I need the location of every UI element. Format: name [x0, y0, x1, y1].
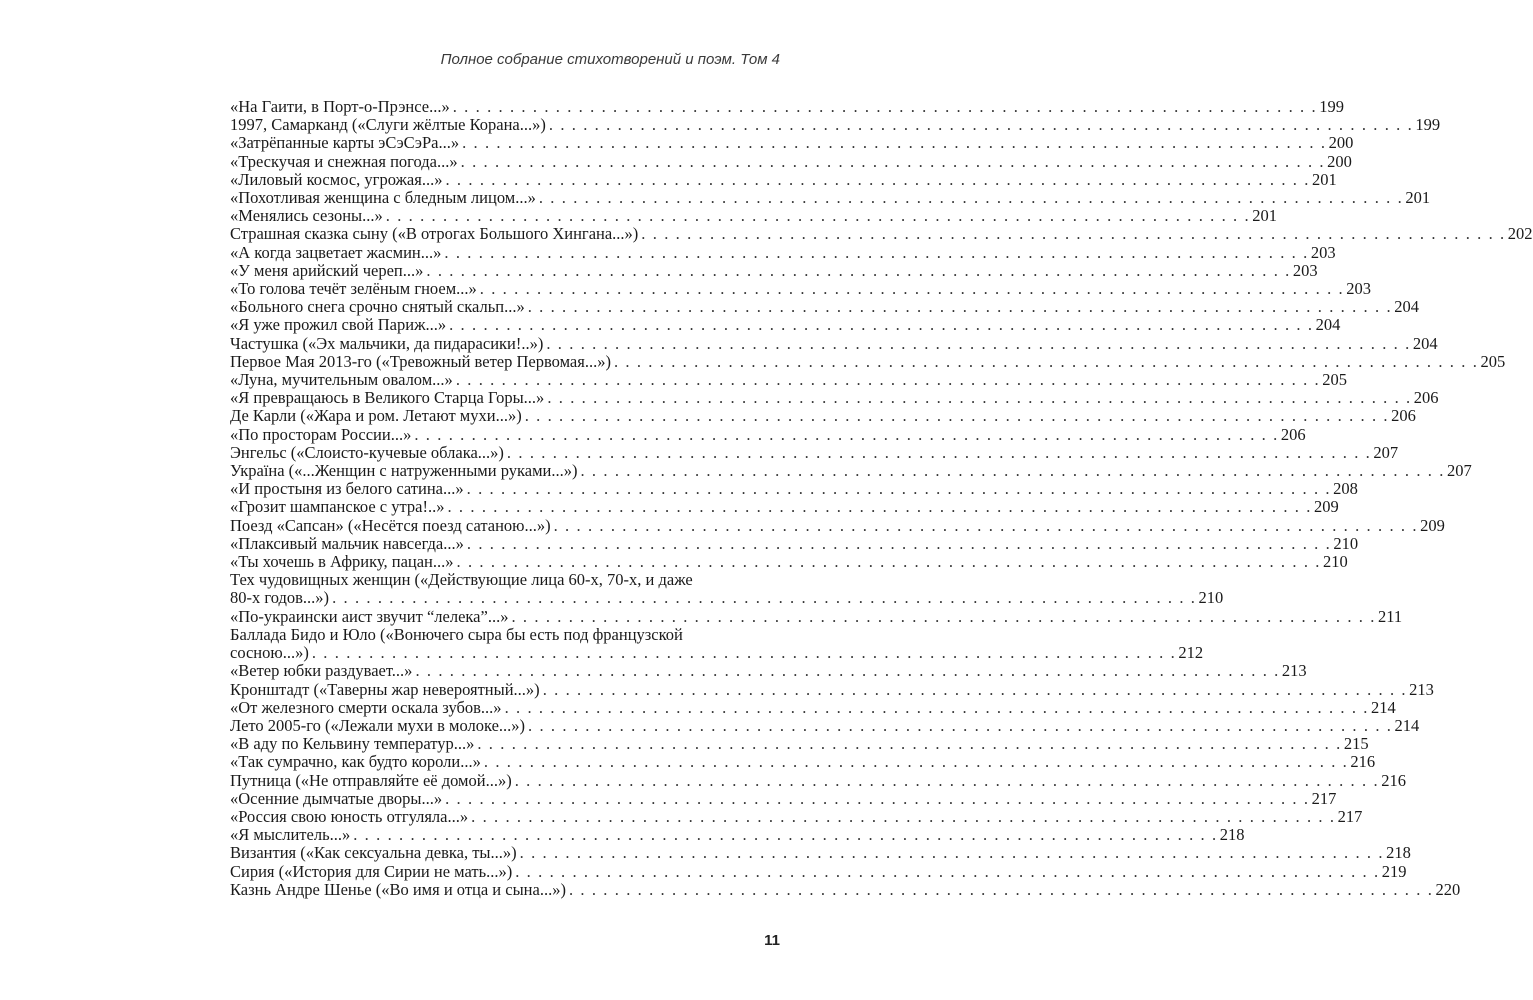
toc-entry-page: 214	[1394, 715, 1420, 735]
dot-leader: . . . . . . . . . . . . . . . . . . . . . . . . . . . . . . . . . . . . . . . . . . . . . . . . . . . . . . . . . . . . . . . . . . . . . . . . . . . .	[385, 206, 1251, 226]
toc-entry	[230, 461, 1472, 481]
toc-entry-page: 207	[1373, 442, 1399, 462]
toc-entry	[230, 770, 1406, 790]
toc-entry	[230, 115, 1441, 135]
toc-entry	[230, 734, 1369, 754]
toc-entry-title: Сирия («История для Сирии не мать...»)	[230, 861, 513, 881]
dot-leader: . . . . . . . . . . . . . . . . . . . . . . . . . . . . . . . . . . . . . . . . . . . . . . . . . . . . . . . . . . . . . . . . . . . . . . . . . . . .	[449, 315, 1314, 335]
dot-leader: . . . . . . . . . . . . . . . . . . . . . . . . . . . . . . . . . . . . . . . . . . . . . . . . . . . . . . . . . . . . . . . . . . . . . . . . . . . .	[542, 679, 1408, 699]
dot-leader: . . . . . . . . . . . . . . . . . . . . . . . . . . . . . . . . . . . . . . . . . . . . . . . . . . . . . . . . . . . . . . . . . . . . . . . . . . . .	[514, 770, 1380, 790]
toc-entry	[230, 715, 1420, 735]
toc-entry-page: 205	[1322, 370, 1348, 390]
dot-leader: . . . . . . . . . . . . . . . . . . . . . . . . . . . . . . . . . . . . . . . . . . . . . . . . . . . . . . . . . . . . . . . . . . . . . . . . . . . .	[445, 788, 1310, 808]
toc-entry-title: «Россия свою юность отгуляла...»	[230, 806, 469, 826]
toc-entry-page: 210	[1323, 552, 1348, 572]
dot-leader: . . . . . . . . . . . . . . . . . . . . . . . . . . . . . . . . . . . . . . . . . . . . . . . . . . . . . . . . . . . . . . . . . . . . . . . . . . . .	[452, 97, 1318, 116]
toc-entry	[230, 661, 1307, 681]
toc-entry-title: «От железного смерти оскала зубов...»	[230, 697, 502, 717]
dot-leader: . . . . . . . . . . . . . . . . . . . . . . . . . . . . . . . . . . . . . . . . . . . . . . . . . . . . . . . . . . . . . . . . . . . . . . . . . . . .	[519, 843, 1385, 863]
toc-entry-title: Казнь Андре Шенье («Во имя и отца и сына...»)	[230, 879, 566, 899]
toc-entry-page: 210	[1198, 588, 1224, 608]
toc-entry-page: 201	[1311, 169, 1337, 189]
toc-entry-page: 203	[1292, 260, 1318, 280]
toc-entry	[230, 333, 1438, 353]
dot-leader: . . . . . . . . . . . . . . . . . . . . . . . . . . . . . . . . . . . . . . . . . . . . . . . . . . . . . . . . . . . . . . . . . . . . . . . . . . . .	[426, 260, 1291, 280]
toc-entry-page: 206	[1391, 406, 1416, 426]
toc-entry	[230, 843, 1411, 863]
toc-entry-page: 203	[1310, 242, 1336, 262]
dot-leader: . . . . . . . . . . . . . . . . . . . . . . . . . . . . . . . . . . . . . . . . . . . . . . . . . . . . . . . . . . . . . . . . . . . . . . . . . . . .	[553, 515, 1419, 535]
toc-entry	[230, 825, 1245, 845]
toc-entry-title: «Менялись сезоны...»	[230, 206, 383, 226]
toc-entry-page: 206	[1280, 424, 1306, 444]
dot-leader: . . . . . . . . . . . . . . . . . . . . . . . . . . . . . . . . . . . . . . . . . . . . . . . . . . . . . . . . . . . . . . . . . . . . . . . . . . . .	[515, 861, 1380, 881]
toc-entry	[230, 133, 1354, 153]
dot-leader: . . . . . . . . . . . . . . . . . . . . . . . . . . . . . . . . . . . . . . . . . . . . . . . . . . . . . . . . . . . . . . . . . . . . . . . . . . . .	[462, 133, 1327, 153]
toc-entry-title: «А когда зацветает жасмин...»	[230, 242, 442, 262]
toc-entry-page: 201	[1405, 188, 1431, 208]
dot-leader: . . . . . . . . . . . . . . . . . . . . . . . . . . . . . . . . . . . . . . . . . . . . . . . . . . . . . . . . . . . . . . . . . . . . . . . . . . . .	[311, 643, 1177, 663]
toc-entry-page: 204	[1412, 333, 1438, 353]
dot-leader: . . . . . . . . . . . . . . . . . . . . . . . . . . . . . . . . . . . . . . . . . . . . . . . . . . . . . . . . . . . . . . . . . . . . . . . . . . . .	[466, 479, 1332, 499]
dot-leader: . . . . . . . . . . . . . . . . . . . . . . . . . . . . . . . . . . . . . . . . . . . . . . . . . . . . . . . . . . . . . . . . . . . . . . . . . . . .	[538, 188, 1404, 208]
toc-entry-title: «Больного снега срочно снятый скальп...»	[230, 297, 525, 317]
toc-entry	[230, 788, 1337, 808]
dot-leader: . . . . . . . . . . . . . . . . . . . . . . . . . . . . . . . . . . . . . . . . . . . . . . . . . . . . . . . . . . . . . . . . . . . . . . . . . . . .	[414, 424, 1279, 444]
toc-entry	[230, 806, 1363, 826]
dot-leader: . . . . . . . . . . . . . . . . . . . . . . . . . . . . . . . . . . . . . . . . . . . . . . . . . . . . . . . . . . . . . . . . . . . . . . . . . . . .	[466, 533, 1332, 553]
toc-entry-title: Страшная сказка сыну («В отрогах Большого Хингана...»)	[230, 224, 639, 244]
toc-entry-page: 216	[1381, 770, 1406, 790]
toc-entry-title: «То голова течёт зелёным гноем...»	[230, 279, 477, 299]
toc-entry-title: 80-х годов...»)	[230, 588, 330, 608]
toc-entry-title: «Ты хочешь в Африку, пацан...»	[230, 552, 454, 572]
toc-entry-page: 219	[1381, 861, 1407, 881]
toc-entry	[230, 533, 1359, 553]
toc-entry-page: 216	[1350, 752, 1376, 772]
toc-entry-title: «По просторам России...»	[230, 424, 412, 444]
toc-entry-page: 202	[1507, 224, 1533, 244]
toc-entry-page: 208	[1333, 479, 1358, 499]
toc-entry	[230, 242, 1336, 262]
toc-entry-title: «Я мыслитель...»	[230, 825, 351, 845]
toc-entry-title: Энгельс («Слоисто-кучевые облака...»)	[230, 442, 504, 462]
toc-entry	[230, 297, 1419, 317]
toc-entry	[230, 606, 1403, 626]
dot-leader: . . . . . . . . . . . . . . . . . . . . . . . . . . . . . . . . . . . . . . . . . . . . . . . . . . . . . . . . . . . . . . . . . . . . . . . . . . . .	[444, 242, 1309, 262]
dot-leader: . . . . . . . . . . . . . . . . . . . . . . . . . . . . . . . . . . . . . . . . . . . . . . . . . . . . . . . . . . . . . . . . . . . . . . . . . . . .	[504, 697, 1370, 717]
toc-entry-title: «Плаксивый мальчик навсегда...»	[230, 533, 464, 553]
toc-entry	[230, 169, 1337, 189]
toc-entry	[230, 424, 1306, 444]
toc-entry-title: «По-украински аист звучит “лелека”...»	[230, 606, 509, 626]
toc-entry-title: «Похотливая женщина с бледным лицом...»	[230, 188, 536, 208]
toc-entry-page: 206	[1413, 388, 1439, 408]
toc-entry-title: Лето 2005-го («Лежали мухи в молоке...»)	[230, 715, 526, 735]
toc-entry-title: Украïна («...Женщин с натруженными руками...»)	[230, 461, 578, 481]
dot-leader: . . . . . . . . . . . . . . . . . . . . . . . . . . . . . . . . . . . . . . . . . . . . . . . . . . . . . . . . . . . . . . . . . . . . . . . . . . . .	[568, 879, 1434, 899]
toc-entry-title: «На Гаити, в Порт-о-Прэнсе...»	[230, 97, 450, 116]
toc-entry-page: 207	[1446, 461, 1472, 481]
toc-entry-page: 199	[1319, 97, 1344, 116]
toc-entry-page: 220	[1435, 879, 1461, 899]
page-number: 11	[764, 932, 780, 949]
toc-entry-page: 200	[1327, 151, 1352, 171]
toc-entry	[230, 624, 1204, 663]
dot-leader: . . . . . . . . . . . . . . . . . . . . . . . . . . . . . . . . . . . . . . . . . . . . . . . . . . . . . . . . . . . . . . . . . . . . . . . . . . . .	[546, 333, 1411, 353]
toc-entry-title: «Я превращаюсь в Великого Старца Горы...»	[230, 388, 545, 408]
toc-entry-page: 204	[1315, 315, 1341, 335]
toc-entry-title: «Лиловый космос, угрожая...»	[230, 169, 443, 189]
dot-leader: . . . . . . . . . . . . . . . . . . . . . . . . . . . . . . . . . . . . . . . . . . . . . . . . . . . . . . . . . . . . . . . . . . . . . . . . . . . .	[477, 734, 1342, 754]
dot-leader: . . . . . . . . . . . . . . . . . . . . . . . . . . . . . . . . . . . . . . . . . . . . . . . . . . . . . . . . . . . . . . . . . . . . . . . . . . . .	[511, 606, 1376, 626]
dot-leader: . . . . . . . . . . . . . . . . . . . . . . . . . . . . . . . . . . . . . . . . . . . . . . . . . . . . . . . . . . . . . . . . . . . . . . . . . . . .	[506, 442, 1372, 462]
toc-entry	[230, 388, 1439, 408]
toc-entry-page: 214	[1371, 697, 1396, 717]
toc-entry-page: 218	[1386, 843, 1411, 863]
toc-entry	[230, 315, 1341, 335]
toc-entry	[230, 479, 1358, 499]
toc-entry	[230, 351, 1506, 371]
toc-entry	[230, 570, 1224, 608]
dot-leader: . . . . . . . . . . . . . . . . . . . . . . . . . . . . . . . . . . . . . . . . . . . . . . . . . . . . . . . . . . . . . . . . . . . . . . . . . . . .	[580, 461, 1445, 481]
toc-entry-title: «Луна, мучительным овалом...»	[230, 370, 453, 390]
toc-entry-page: 215	[1343, 734, 1369, 754]
toc-entry-title: «В аду по Кельвину температур...»	[230, 734, 475, 754]
toc-entry-page: 212	[1178, 643, 1204, 663]
toc-entry-title: «Осенние дымчатые дворы...»	[230, 788, 443, 808]
dot-leader: . . . . . . . . . . . . . . . . . . . . . . . . . . . . . . . . . . . . . . . . . . . . . . . . . . . . . . . . . . . . . . . . . . . . . . . . . . . .	[524, 406, 1390, 426]
toc-entry	[230, 679, 1434, 699]
toc-entry-page: 205	[1480, 351, 1506, 371]
toc-entry-title: Путница («Не отправляйте её домой...»)	[230, 770, 512, 790]
toc-entry-title-first-line: Баллада Бидо и Юло («Вонючего сыра бы есть под французской	[230, 624, 683, 644]
toc-entry	[230, 861, 1407, 881]
toc-entry	[230, 97, 1344, 116]
toc-entry-title: «Трескучая и снежная погода...»	[230, 151, 458, 171]
dot-leader: . . . . . . . . . . . . . . . . . . . . . . . . . . . . . . . . . . . . . . . . . . . . . . . . . . . . . . . . . . . . . . . . . . . . . . . . . . . .	[456, 552, 1321, 572]
toc-entry-title: Кронштадт («Таверны жар невероятный...»)	[230, 679, 540, 699]
toc-entry-title: «У меня арийский череп...»	[230, 260, 424, 280]
dot-leader: . . . . . . . . . . . . . . . . . . . . . . . . . . . . . . . . . . . . . . . . . . . . . . . . . . . . . . . . . . . . . . . . . . . . . . . . . . . .	[528, 715, 1393, 735]
dot-leader: . . . . . . . . . . . . . . . . . . . . . . . . . . . . . . . . . . . . . . . . . . . . . . . . . . . . . . . . . . . . . . . . . . . . . . . . . . . .	[527, 297, 1393, 317]
toc-entry-page: 203	[1346, 279, 1371, 299]
toc-entry-title: Де Карли («Жара и ром. Летают мухи...»)	[230, 406, 522, 426]
toc-entry	[230, 260, 1318, 280]
toc-entry-title: «Я уже прожил свой Париж...»	[230, 315, 447, 335]
toc-entry	[230, 552, 1348, 572]
dot-leader: . . . . . . . . . . . . . . . . . . . . . . . . . . . . . . . . . . . . . . . . . . . . . . . . . . . . . . . . . . . . . . . . . . . . . . . . . . . .	[613, 351, 1479, 371]
toc-entry	[230, 879, 1461, 899]
toc-entry-page: 199	[1415, 115, 1441, 135]
toc-entry-title: «Ветер юбки раздувает...»	[230, 661, 413, 681]
toc-entry-page: 210	[1333, 533, 1359, 553]
toc-entry	[230, 224, 1533, 244]
dot-leader: . . . . . . . . . . . . . . . . . . . . . . . . . . . . . . . . . . . . . . . . . . . . . . . . . . . . . . . . . . . . . . . . . . . . . . . . . . . .	[415, 661, 1280, 681]
dot-leader: . . . . . . . . . . . . . . . . . . . . . . . . . . . . . . . . . . . . . . . . . . . . . . . . . . . . . . . . . . . . . . . . . . . . . . . . . . . .	[548, 115, 1414, 135]
toc-entry-page: 200	[1328, 133, 1354, 153]
toc-entry	[230, 697, 1396, 717]
toc-entry	[230, 752, 1376, 772]
running-header: Полное собрание стихотворений и поэм. Том 4	[440, 51, 780, 68]
toc-entry-page: 218	[1219, 825, 1245, 845]
toc-entry-title: Частушка («Эх мальчики, да пидарасики!..»)	[230, 333, 544, 353]
dot-leader: . . . . . . . . . . . . . . . . . . . . . . . . . . . . . . . . . . . . . . . . . . . . . . . . . . . . . . . . . . . . . . . . . . . . . . . . . . . .	[479, 279, 1345, 299]
dot-leader: . . . . . . . . . . . . . . . . . . . . . . . . . . . . . . . . . . . . . . . . . . . . . . . . . . . . . . . . . . . . . . . . . . . . . . . . . . . .	[547, 388, 1412, 408]
toc-entry-page: 213	[1409, 679, 1434, 699]
dot-leader: . . . . . . . . . . . . . . . . . . . . . . . . . . . . . . . . . . . . . . . . . . . . . . . . . . . . . . . . . . . . . . . . . . . . . . . . . . . .	[641, 224, 1506, 244]
toc-entry-title: «Грозит шампанское с утра!..»	[230, 497, 445, 517]
dot-leader: . . . . . . . . . . . . . . . . . . . . . . . . . . . . . . . . . . . . . . . . . . . . . . . . . . . . . . . . . . . . . . . . . . . . . . . . . . . .	[455, 370, 1321, 390]
toc-entry	[230, 188, 1431, 208]
dot-leader: . . . . . . . . . . . . . . . . . . . . . . . . . . . . . . . . . . . . . . . . . . . . . . . . . . . . . . . . . . . . . . . . . . . . . . . . . . . .	[447, 497, 1312, 517]
toc-entry-page: 204	[1394, 297, 1419, 317]
toc-entry	[230, 497, 1339, 517]
toc-entry-page: 217	[1311, 788, 1337, 808]
toc-entry-page: 211	[1377, 606, 1403, 626]
table-of-contents	[230, 97, 1533, 899]
toc-entry-page: 209	[1420, 515, 1445, 535]
toc-entry-title: Первое Мая 2013-го («Тревожный ветер Первомая...»)	[230, 351, 611, 371]
toc-entry	[230, 279, 1371, 299]
dot-leader: . . . . . . . . . . . . . . . . . . . . . . . . . . . . . . . . . . . . . . . . . . . . . . . . . . . . . . . . . . . . . . . . . . . . . . . . . . . .	[471, 806, 1336, 826]
toc-entry-page: 213	[1281, 661, 1307, 681]
toc-entry-page: 201	[1252, 206, 1277, 226]
dot-leader: . . . . . . . . . . . . . . . . . . . . . . . . . . . . . . . . . . . . . . . . . . . . . . . . . . . . . . . . . . . . . . . . . . . . . . . . . . . .	[332, 588, 1197, 608]
toc-entry-title: Поезд «Сапсан» («Несётся поезд сатаною...»)	[230, 515, 551, 535]
toc-entry	[230, 206, 1277, 226]
dot-leader: . . . . . . . . . . . . . . . . . . . . . . . . . . . . . . . . . . . . . . . . . . . . . . . . . . . . . . . . . . . . . . . . . . . . . . . . . . . .	[353, 825, 1218, 845]
dot-leader: . . . . . . . . . . . . . . . . . . . . . . . . . . . . . . . . . . . . . . . . . . . . . . . . . . . . . . . . . . . . . . . . . . . . . . . . . . . .	[445, 169, 1310, 189]
toc-entry-title: «И простыня из белого сатина...»	[230, 479, 464, 499]
toc-entry	[230, 151, 1352, 171]
toc-entry-title: «Так сумрачно, как будто короли...»	[230, 752, 481, 772]
toc-entry-title: Византия («Как сексуальна девка, ты...»)	[230, 843, 517, 863]
toc-entry-page: 209	[1313, 497, 1339, 517]
toc-entry-title: сосною...»)	[230, 643, 309, 663]
toc-entry	[230, 515, 1445, 535]
toc-entry	[230, 442, 1399, 462]
toc-entry	[230, 406, 1416, 426]
dot-leader: . . . . . . . . . . . . . . . . . . . . . . . . . . . . . . . . . . . . . . . . . . . . . . . . . . . . . . . . . . . . . . . . . . . . . . . . . . . .	[483, 752, 1349, 772]
toc-entry	[230, 370, 1348, 390]
toc-entry-title-first-line: Тех чудовищных женщин («Действующие лица 60-х, 70-х, и даже	[230, 570, 693, 590]
toc-entry-title: «Затрёпанные карты эСэСэРа...»	[230, 133, 460, 153]
toc-entry-page: 217	[1337, 806, 1363, 826]
dot-leader: . . . . . . . . . . . . . . . . . . . . . . . . . . . . . . . . . . . . . . . . . . . . . . . . . . . . . . . . . . . . . . . . . . . . . . . . . . . .	[460, 151, 1326, 171]
toc-entry-title: 1997, Самарканд («Слуги жёлтые Корана...»)	[230, 115, 546, 135]
